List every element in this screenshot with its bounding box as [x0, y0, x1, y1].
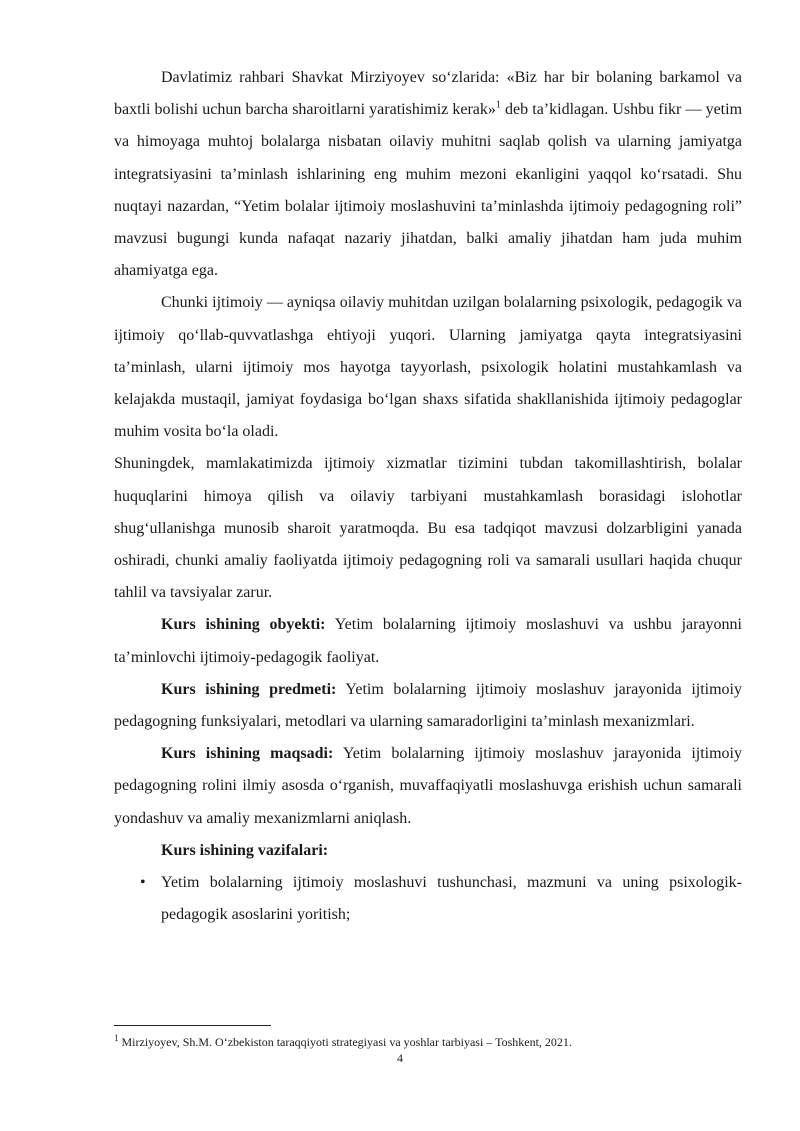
- goal-text: Yetim bolalarning ijtimoiy moslashuv jarayonida ijtimoiy pedagogning rolini ilmiy asosda o‘rganish, muvaffaqiyatli moslashuvga erishish uchun samarali yondashuv va amaliy mexanizmlarni aniqlash.: [114, 745, 742, 827]
- tasks-list: [114, 867, 742, 931]
- footnote-reference[interactable]: 1: [495, 99, 501, 111]
- paragraph-goal: [114, 738, 742, 835]
- tasks-label: Kurs ishining vazifalari:: [161, 841, 329, 859]
- paragraph-subject: [114, 674, 742, 738]
- object-text: Yetim bolalarning ijtimoiy moslashuvi va ushbu jarayonni ta’minlovchi ijtimoiy-pedagogik faoliyat.: [114, 616, 742, 666]
- paragraph-object: [114, 609, 742, 673]
- page-number: 4: [397, 1051, 403, 1065]
- subject-label: Kurs ishining predmeti:: [161, 680, 337, 698]
- footnote-divider: [114, 1025, 271, 1026]
- footnote-text: Mirziyoyev, Sh.M. O‘zbekiston taraqqiyoti strategiyasi va yoshlar tarbiyasi – Toshkent, 2021.: [118, 1035, 572, 1049]
- paragraph-intro-text: Davlatimiz rahbari Shavkat Mirziyoyev so‘zlarida: «Biz har bir bolaning barkamol va baxtli bolishi uchun barcha sharoitlarni yaratishimiz kerak»: [114, 69, 742, 119]
- paragraph-relevance: Shuningdek, mamlakatimizda ijtimoiy xizmatlar tizimini tubdan takomillashtirish, bolalar huquqlarini himoya qilish va oilaviy tarbiyani mustahkamlash borasidagi islohotlar shug‘ullanishga munosib sharoit yaratmoqda. Bu esa tadqiqot mavzusi dolzarbligini yanada oshiradi, chunki amaliy faoliyatda ijtimoiy pedagogning roli va samarali usullari haqida chuqur tahlil va tavsiyalar zarur.: [114, 455, 742, 602]
- list-item: [114, 867, 742, 931]
- task-text: Yetim bolalarning ijtimoiy moslashuvi tushunchasi, mazmuni va uning psixologik-pedagogik asoslarini yoritish;: [161, 874, 742, 924]
- footnote: [114, 1034, 742, 1050]
- subject-text: Yetim bolalarning ijtimoiy moslashuv jarayonida ijtimoiy pedagogning funksiyalari, metodlari va ularning samaradorligini ta’minlash mexanizmlari.: [114, 680, 742, 731]
- paragraph-need: Chunki ijtimoiy — ayniqsa oilaviy muhitdan uzilgan bolalarning psixologik, pedagogik va ijtimoiy qo‘llab-quvvatlashga ehtiyoji yuqori. Ularning jamiyatga qayta integratsiyasini ta’minlash, ularni ijtimoiy mos hayotga tayyorlash, psixologik holatini mustahkamlash va kelajakda mustaqil, jamiyat foydasiga bo‘lgan shaxs sifatida shakllanishida ijtimoiy pedagoglar muhim vosita bo‘la oladi.: [114, 294, 742, 441]
- document-page: [114, 62, 742, 931]
- paragraph-tasks-heading: [114, 835, 742, 867]
- paragraph-intro: [114, 62, 742, 287]
- object-label: Kurs ishining obyekti:: [161, 616, 326, 634]
- bullet-icon: •: [140, 874, 146, 892]
- paragraph-intro-tail: deb ta’kidlagan. Ushbu fikr — yetim va himoyaga muhtoj bolalarga nisbatan oilaviy muhitni saqlab qolish va ularning jamiyatga integratsiyasini ta’minlash ishlarining eng muhim mezoni ekanligini yaqqol ko‘rsatadi. Shu nuqtayi nazardan, “Yetim bolalar ijtimoiy moslashuvini ta’minlashda ijtimoiy pedagogning roli” mavzusi bugungi kunda nafaqat nazariy jihatdan, balki amaliy jihatdan ham juda muhim ahamiyatga ega.: [114, 101, 743, 280]
- footnote-number: 1: [114, 1033, 119, 1043]
- goal-label: Kurs ishining maqsadi:: [161, 745, 334, 763]
